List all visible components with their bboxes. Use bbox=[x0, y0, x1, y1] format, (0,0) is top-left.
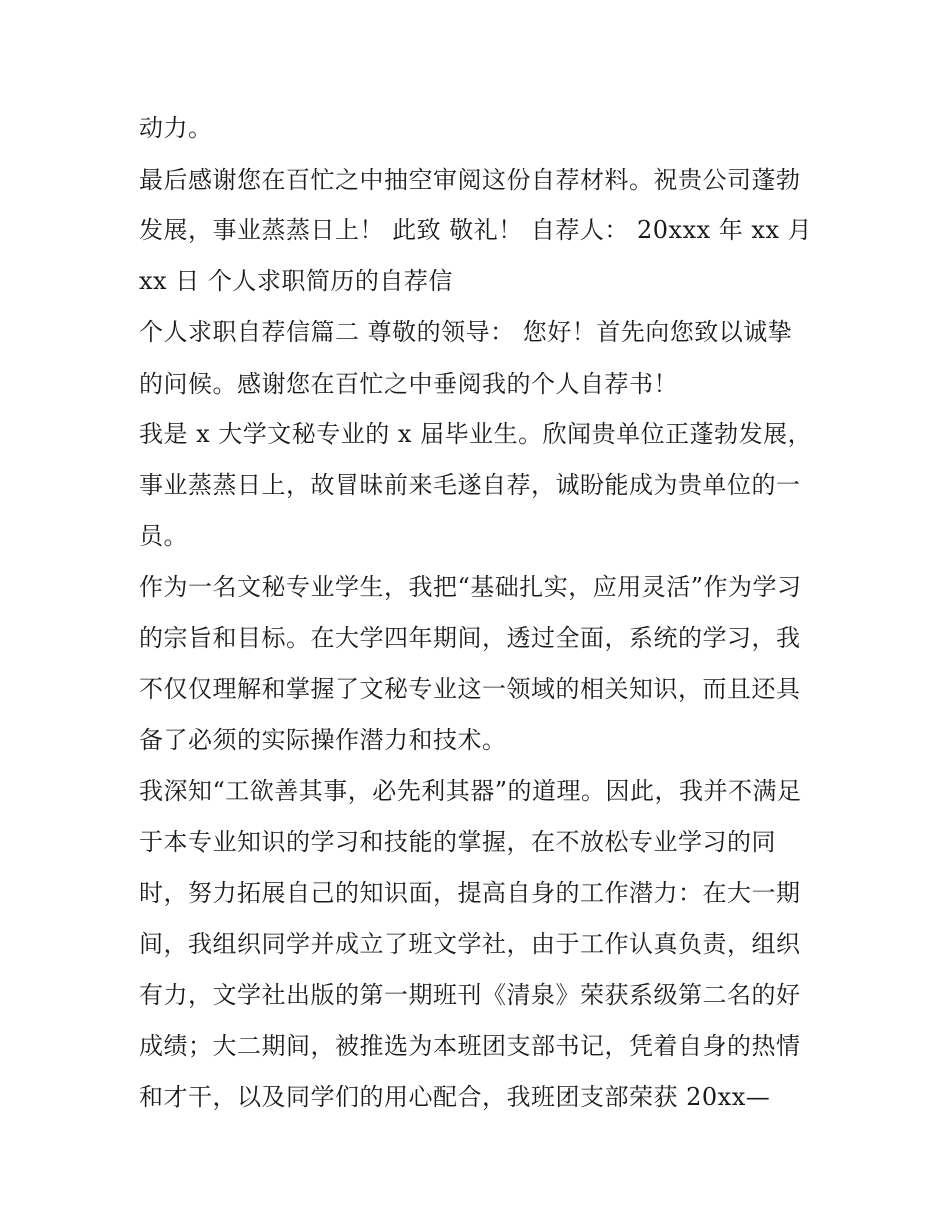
text-line: 的宗旨和目标。在大学四年期间，透过全面，系统的学习，我 bbox=[139, 624, 801, 652]
text-line: 有力，文学社出版的第一期班刊《清泉》荣获系级第二名的好 bbox=[139, 981, 801, 1009]
text-line: 我是 x 大学文秘专业的 x 届毕业生。欣闻贵单位正蓬勃发展， bbox=[139, 420, 813, 448]
text-line: 间，我组织同学并成立了班文学社，由于工作认真负责，组织 bbox=[139, 930, 801, 958]
text-line: 员。 bbox=[139, 522, 188, 550]
text-line: 我深知“工欲善其事，必先利其器”的道理。因此，我并不满足 bbox=[139, 777, 802, 805]
text-line: 最后感谢您在百忙之中抽空审阅这份自荐材料。祝贵公司蓬勃 bbox=[139, 166, 801, 194]
text-line: 发展，事业蒸蒸日上！ 此致 敬礼！ 自荐人： 20xxx 年 xx 月 bbox=[139, 216, 813, 244]
text-line: 事业蒸蒸日上，故冒昧前来毛遂自荐，诚盼能成为贵单位的一 bbox=[139, 471, 801, 499]
text-line: 个人求职自荐信篇二 尊敬的领导： 您好！首先向您致以诚挚 bbox=[139, 318, 793, 346]
text-line: 于本专业知识的学习和技能的掌握，在不放松专业学习的同 bbox=[139, 828, 776, 856]
text-line: 和才干，以及同学们的用心配合，我班团支部荣获 20xx— bbox=[139, 1083, 771, 1111]
text-line: 成绩；大二期间，被推选为本班团支部书记，凭着自身的热情 bbox=[139, 1032, 801, 1060]
text-line: 的问候。感谢您在百忙之中垂阅我的个人自荐书！ bbox=[139, 370, 678, 398]
text-line: 不仅仅理解和掌握了文秘专业这一领域的相关知识，而且还具 bbox=[139, 675, 801, 703]
text-line: 作为一名文秘专业学生，我把“基础扎实，应用灵活”作为学习 bbox=[139, 573, 802, 601]
text-line: xx 日 个人求职简历的自荐信 bbox=[139, 267, 453, 295]
text-line: 动力。 bbox=[139, 114, 213, 142]
text-line: 时，努力拓展自己的知识面，提高自身的工作潜力：在大一期 bbox=[139, 879, 801, 907]
text-line: 备了必须的实际操作潜力和技术。 bbox=[139, 726, 507, 754]
